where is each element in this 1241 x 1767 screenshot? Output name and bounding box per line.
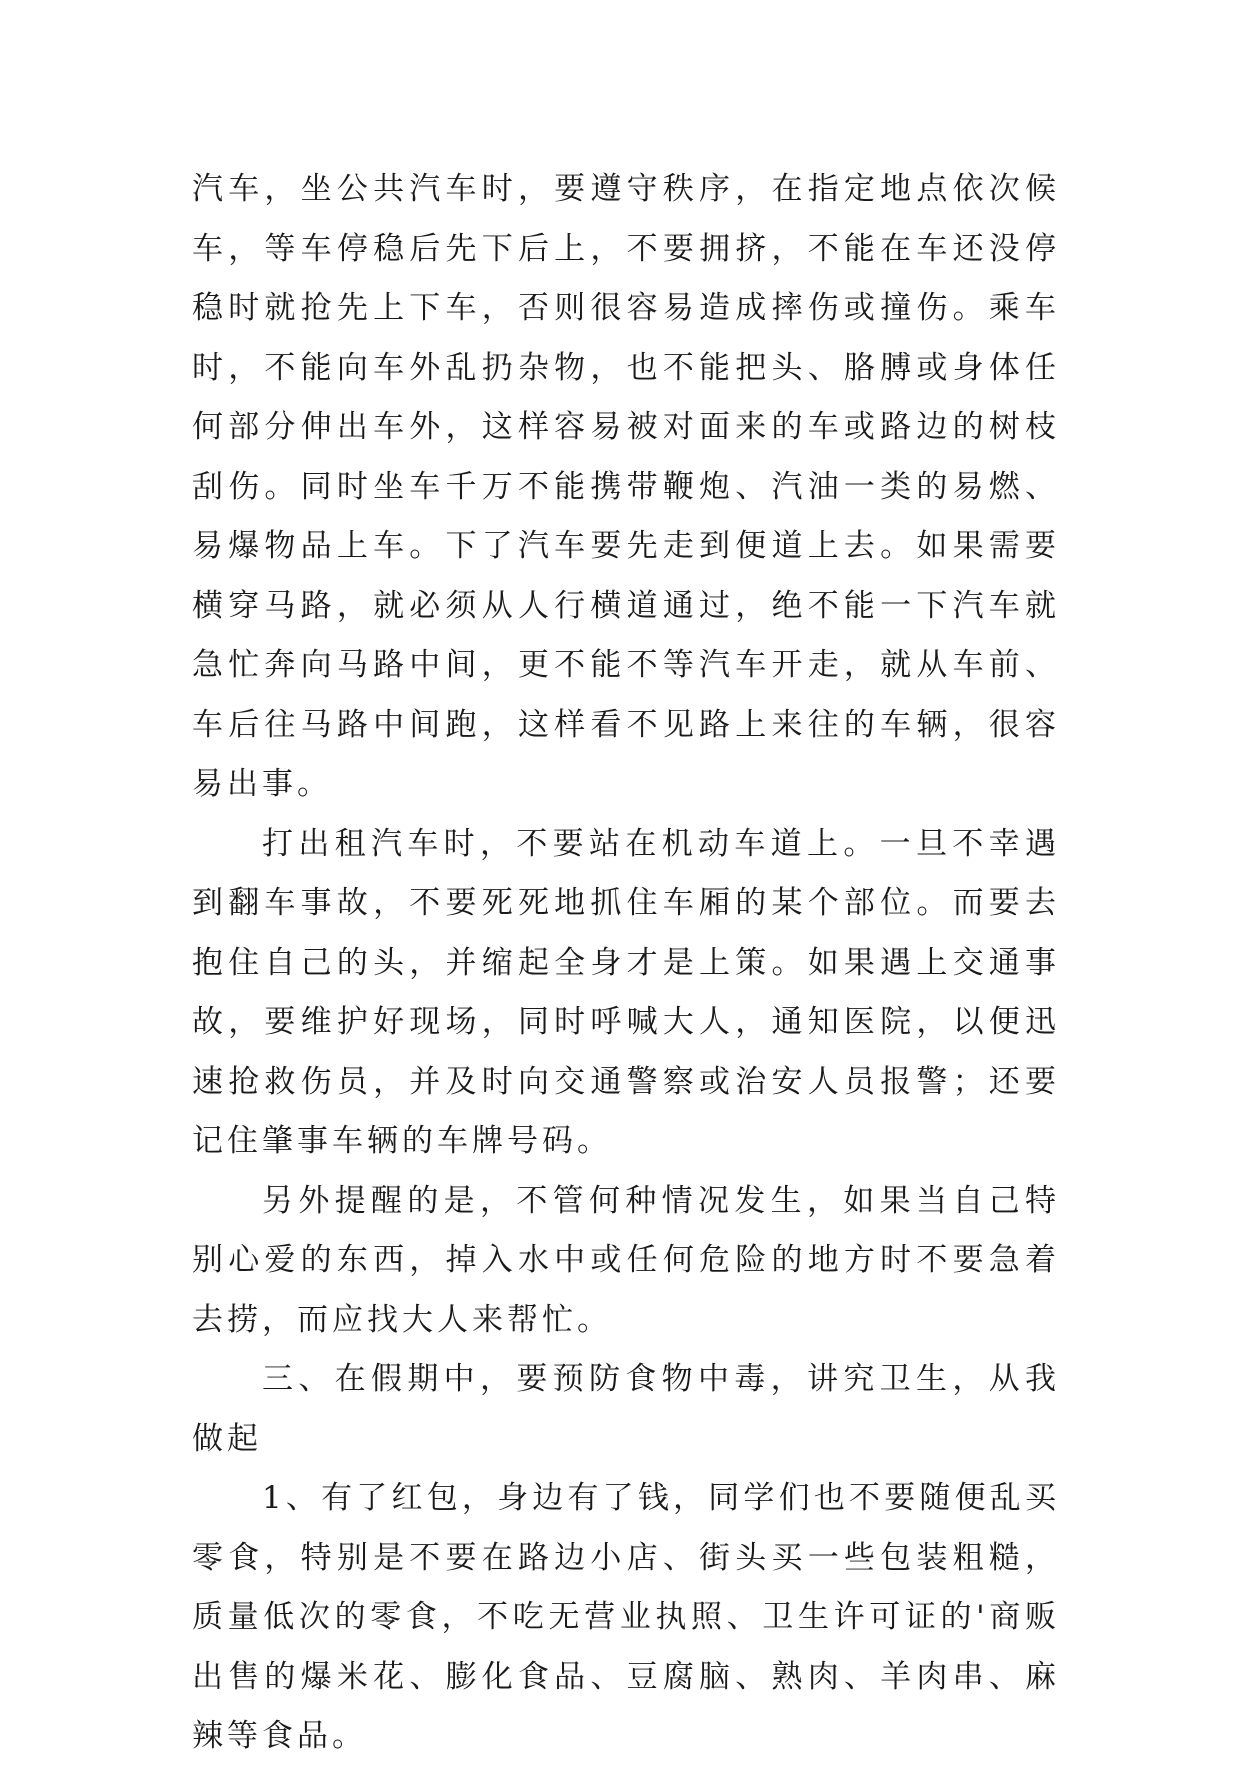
paragraph-reminder: 另外提醒的是，不管何种情况发生，如果当自己特别心爱的东西，掉入水中或任何危险的地方时不要急着去捞，而应找大人来帮忙。 [192,1182,1060,1338]
paragraph-taxi-safety: 打出租汽车时，不要站在机动车道上。一旦不幸遇到翻车事故，不要死死地抓住车厢的某个部位。而要去抱住自己的头，并缩起全身才是上策。如果遇上交通事故，要维护好现场，同时呼喊大人，通知医院，以便迅速抢救伤员，并及时向交通警察或治安人员报警；还要记住肇事车辆的车牌号码。 [192,825,1060,1159]
section-heading-food-safety: 三、在假期中，要预防食物中毒，讲究卫生，从我做起 [192,1361,1060,1457]
paragraph-snacks: 1、有了红包，身边有了钱，同学们也不要随便乱买零食，特别是不要在路边小店、街头买一些包装粗糙，质量低次的零食，不吃无营业执照、卫生许可证的'商贩出售的爆米花、膨化食品、豆腐脑、熟肉、羊肉串、麻辣等食品。 [192,1480,1060,1754]
document-body [192,160,1060,1767]
paragraph-bus-safety: 汽车，坐公共汽车时，要遵守秩序，在指定地点依次候车，等车停稳后先下后上，不要拥挤，不能在车还没停稳时就抢先上下车，否则很容易造成摔伤或撞伤。乘车时，不能向车外乱扔杂物，也不能把头、胳膊或身体任何部分伸出车外，这样容易被对面来的车或路边的树枝刮伤。同时坐车千万不能携带鞭炮、汽油一类的易燃、易爆物品上车。下了汽车要先走到便道上去。如果需要横穿马路，就必须从人行横道通过，绝不能一下汽车就急忙奔向马路中间，更不能不等汽车开走，就从车前、车后往马路中间跑，这样看不见路上来往的车辆，很容易出事。 [192,171,1060,802]
